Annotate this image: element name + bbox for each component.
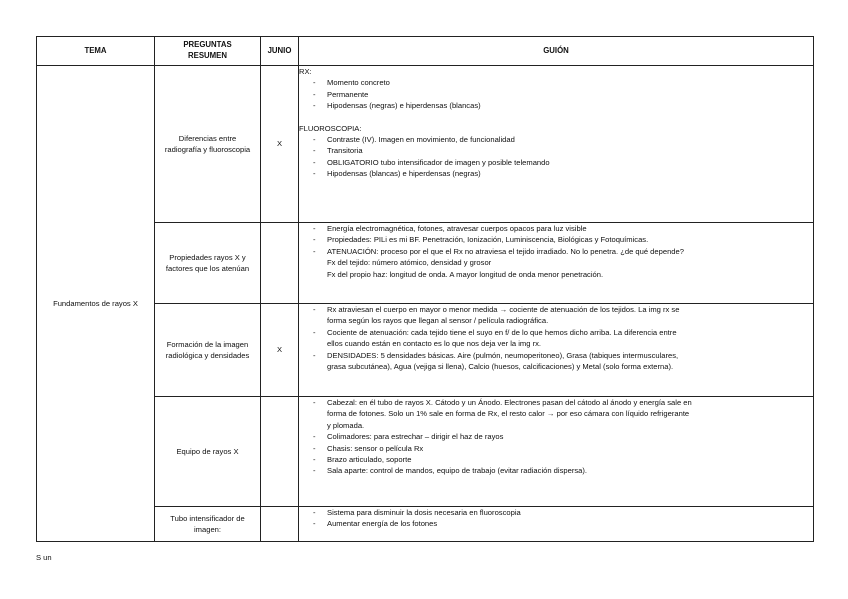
junio-cell: X bbox=[261, 304, 299, 397]
list-item: - DENSIDADES: 5 densidades básicas. Aire (pulmón, neumoperitoneo), Grasa (tabiques intermusculares, bbox=[313, 350, 679, 360]
study-guide-table bbox=[36, 36, 814, 542]
list-item: - Permanente bbox=[313, 89, 369, 99]
rx-heading: RX: bbox=[299, 67, 312, 76]
guion-cell bbox=[299, 397, 814, 507]
list-item: - Hipodensas (blancas) e hiperdensas (negras) bbox=[313, 169, 481, 179]
list-item: - Cabezal: en él tubo de rayos X. Cátodo y un Ánodo. Electrones pasan del cátodo al ánodo y energía sale en bbox=[313, 398, 692, 407]
guion-cell bbox=[299, 304, 814, 397]
question-text: Diferencias entre radiografía y fluoroscopia bbox=[164, 133, 251, 154]
question-text: Propiedades rayos X y factores que los atenúan bbox=[165, 252, 250, 273]
tema-cell bbox=[37, 66, 155, 542]
list-item: - Colimadores: para estrechar – dirigir el haz de rayos bbox=[313, 432, 504, 442]
list-item-continuation: grasa subcutánea), Agua (vejiga si llena), Calcio (huesos, calcificaciones) y Metal (solo forma externa). bbox=[327, 361, 674, 371]
list-item-continuation: forma de fotones. Solo un 1% sale en forma de Rx, el resto calor → por eso cámara con líquido refrigerante bbox=[327, 409, 690, 419]
question-text: Tubo intensificador de imagen: bbox=[170, 513, 245, 534]
fluoroscopia-heading: FLUOROSCOPIA: bbox=[299, 123, 362, 133]
list-item-continuation: y plomada. bbox=[327, 420, 365, 430]
list-item: - ATENUACIÓN: proceso por el que el Rx no atraviesa el tejido irradiado. No lo penetra. ¿de qué depende? bbox=[313, 246, 684, 256]
header-tema: TEMA bbox=[37, 37, 155, 66]
tema-label: Fundamentos de rayos X bbox=[53, 298, 138, 308]
list-item: - Chasis: sensor o película Rx bbox=[313, 443, 424, 453]
list-item: - Sala aparte: control de mandos, equipo de trabajo (evitar radiación dispersa). bbox=[313, 466, 588, 476]
junio-cell bbox=[261, 397, 299, 507]
guion-cell bbox=[299, 66, 814, 223]
question-cell bbox=[155, 304, 261, 397]
guion-cell bbox=[299, 507, 814, 542]
question-text: Formación de la imagen radiológica y densidades bbox=[165, 339, 250, 360]
table-row bbox=[37, 66, 814, 223]
question-cell: Equipo de rayos X bbox=[155, 397, 261, 507]
list-item-detail: Fx del propio haz: longitud de onda. A mayor longitud de onda menor penetración. bbox=[327, 269, 604, 279]
footer-text: S un bbox=[36, 553, 52, 562]
header-junio: JUNIO bbox=[261, 37, 299, 66]
list-item: - Transitoria bbox=[313, 146, 363, 156]
list-item: - Momento concreto bbox=[313, 78, 390, 88]
question-cell bbox=[155, 66, 261, 223]
list-item-detail: Fx del tejido: número atómico, densidad y grosor bbox=[327, 258, 492, 268]
list-item: - Energía electromagnética, fotones, atravesar cuerpos opacos para luz visible bbox=[313, 224, 587, 233]
list-item: - OBLIGATORIO tubo intensificador de imagen y posible telemando bbox=[313, 157, 550, 167]
header-preguntas-label: PREGUNTAS RESUMEN bbox=[183, 40, 232, 60]
header-row bbox=[37, 37, 814, 66]
guion-cell bbox=[299, 223, 814, 304]
junio-cell bbox=[261, 507, 299, 542]
list-item: - Rx atraviesan el cuerpo en mayor o menor medida → cociente de atenuación de los tejidos. La img rx se bbox=[313, 305, 680, 314]
list-item: - Sistema para disminuir la dosis necesaria en fluoroscopia bbox=[313, 508, 521, 517]
header-guion: GUIÓN bbox=[299, 37, 814, 66]
list-item-continuation: ellos cuando están en contacto es lo que nos deja ver la img rx. bbox=[327, 339, 542, 349]
question-cell bbox=[155, 507, 261, 542]
list-item-continuation: forma según los rayos que llegan al sensor / película radiográfica. bbox=[327, 316, 549, 326]
list-item: - Propiedades: PILi es mi BF. Penetración, Ionización, Luminiscencia, Biológicas y Fotoquímicas. bbox=[313, 235, 649, 245]
junio-cell bbox=[261, 223, 299, 304]
list-item: - Hipodensas (negras) e hiperdensas (blancas) bbox=[313, 101, 481, 111]
list-item: - Cociente de atenuación: cada tejido tiene el suyo en f/ de lo que hemos dicho arriba. La diferencia entre bbox=[313, 327, 677, 337]
question-cell bbox=[155, 223, 261, 304]
junio-cell: X bbox=[261, 66, 299, 223]
list-item: - Brazo articulado, soporte bbox=[313, 454, 412, 464]
list-item: - Aumentar energía de los fotones bbox=[313, 519, 438, 529]
header-preguntas bbox=[155, 37, 261, 66]
list-item: - Contraste (IV). Imagen en movimiento, de funcionalidad bbox=[313, 134, 515, 144]
